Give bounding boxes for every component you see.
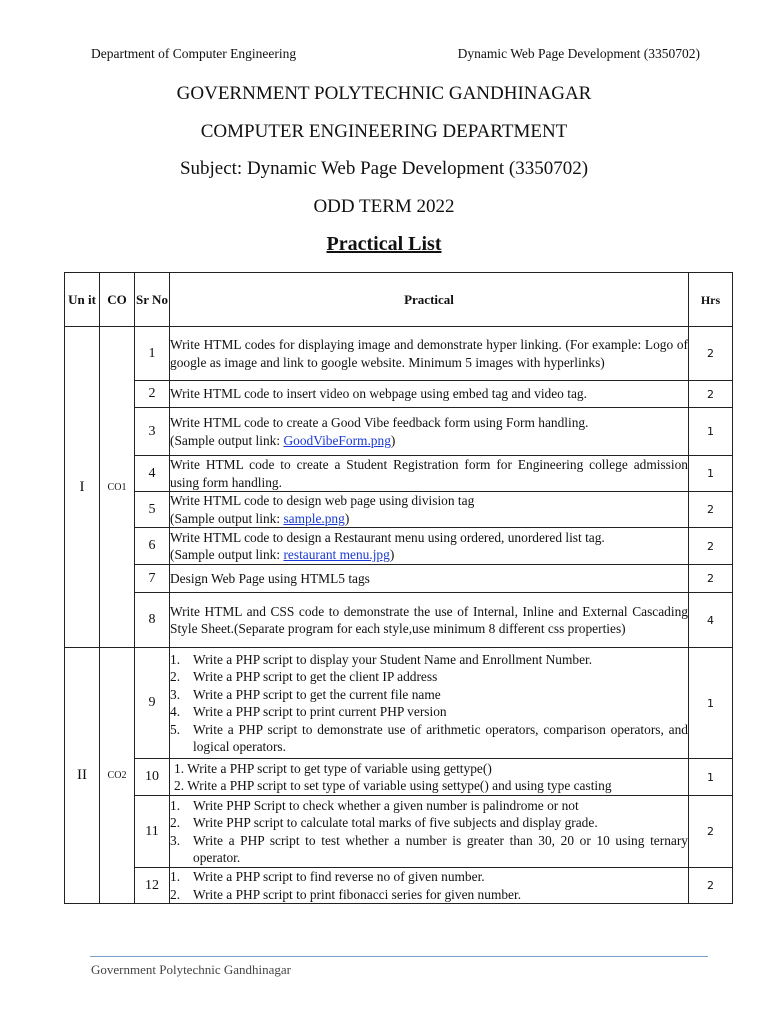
practical-cell: Write HTML code to insert video on webpage using embed tag and video tag. [170,381,689,408]
sr-cell: 6 [135,528,170,565]
practical-cell: Design Web Page using HTML5 tags [170,565,689,593]
item-text: Write a PHP script to get the current file name [193,686,441,702]
header-co: CO [100,273,135,327]
sample-output-line [170,510,688,528]
table-row [65,868,733,904]
practical-text: Write HTML code to create a Good Vibe feedback form using Form handling. [170,415,589,430]
item-text: Write a PHP script to test whether a number is greater than 30, 20 or 10 using ternary operator. [193,832,688,865]
sr-cell: 10 [135,759,170,796]
practical-cell [170,796,689,868]
table-row [65,528,733,565]
practical-text: Write HTML code to design web page using division tag [170,493,475,508]
practical-item-list [170,797,688,867]
item-text: Write a PHP script to display your Student Name and Enrollment Number. [193,651,593,667]
item-text: Write a PHP script to print current PHP version [193,704,447,719]
table-row [65,456,733,492]
footer-text: Government Polytechnic Gandhinagar [91,962,291,977]
item-number: 4. [170,704,181,719]
institution-title: GOVERNMENT POLYTECHNIC GANDHINAGAR [176,83,592,104]
practical-cell: Write HTML code to create a Student Registration form for Engineering college admission using form handling. [170,457,688,490]
list-item [170,721,688,756]
item-text: Write a PHP script to print fibonacci series for given number. [193,886,522,902]
hrs-cell: 2 [689,868,733,904]
sr-cell: 9 [135,648,170,759]
item-number: 2. [170,669,181,684]
table-header-row [65,273,733,327]
sample-prefix: (Sample output link: [170,547,284,562]
sr-cell: 1 [135,327,170,381]
practical-line: 1. Write a PHP script to get type of variable using gettype() [174,760,492,776]
sr-cell: 4 [135,456,170,492]
item-number: 1. [170,869,181,884]
table-row [65,381,733,408]
running-header-department: Department of Computer Engineering [91,46,297,61]
list-item [170,703,688,721]
hrs-cell: 4 [689,593,733,648]
hrs-cell: 2 [689,381,733,408]
hrs-cell: 1 [689,408,733,456]
item-number: 1. [170,651,181,667]
sample-suffix: ) [390,432,396,448]
list-item [170,686,688,704]
sr-cell: 7 [135,565,170,593]
item-text: Write a PHP script to find reverse no of given number. [193,869,485,884]
practical-cell: Write HTML and CSS code to demonstrate the use of Internal, Inline and External Cascading Style Sheet.(Separate program for each style,use minimum 8 different css properties) [170,593,689,648]
sr-cell: 11 [135,796,170,868]
table-row [65,327,733,381]
sr-cell: 12 [135,868,170,904]
table-row [65,593,733,648]
sample-output-link[interactable]: sample.png [283,510,345,526]
table-row [65,408,733,456]
sample-suffix: ) [344,510,350,526]
item-number: 2. [170,886,181,902]
running-header-subject: Dynamic Web Page Development (3350702) [457,46,700,61]
sample-suffix: ) [389,547,395,562]
department-title: COMPUTER ENGINEERING DEPARTMENT [200,120,568,142]
practical-cell [170,528,689,565]
sample-prefix: (Sample output link: [170,510,284,526]
sample-output-line [170,546,688,564]
practical-cell [170,648,689,759]
item-number: 1. [170,797,181,813]
sr-cell: 8 [135,593,170,648]
practical-table [64,272,733,904]
table-row [65,565,733,593]
practical-cell [170,492,689,528]
practical-item-list [170,868,688,903]
practical-cell [170,868,689,904]
sr-cell: 2 [135,381,170,408]
table-row [65,759,733,796]
list-item [170,886,688,904]
header-hrs: Hrs [689,273,733,327]
item-number: 3. [170,832,181,848]
list-item [170,868,688,886]
footer-divider [90,956,708,957]
subject-title: Subject: Dynamic Web Page Development (3350702) [179,158,589,179]
list-item [170,797,688,815]
list-item [170,651,688,669]
hrs-cell: 2 [689,492,733,528]
item-text: Write PHP Script to check whether a given number is palindrome or not [193,797,579,813]
practical-item-list [170,651,688,756]
unit-cell: II [65,648,100,904]
term-title: ODD TERM 2022 [313,195,455,217]
hrs-cell: 2 [689,796,733,868]
practical-text: Write HTML code to design a Restaurant menu using ordered, unordered list tag. [170,529,605,545]
hrs-cell: 1 [689,759,733,796]
item-number: 3. [170,686,181,702]
sample-output-link[interactable]: restaurant menu.jpg [283,547,390,562]
practical-cell [170,408,689,456]
sample-output-link[interactable]: GoodVibeForm.png [283,432,391,448]
list-item [170,832,688,867]
sr-cell: 5 [135,492,170,528]
header-sr-no: Sr No [135,273,170,327]
hrs-cell: 2 [689,528,733,565]
practical-list-heading: Practical List [326,233,442,255]
hrs-cell: 1 [689,456,733,492]
sr-cell: 3 [135,408,170,456]
item-number: 5. [170,721,181,737]
header-unit: Un it [65,273,100,327]
practical-line: 2. Write a PHP script to set type of variable using settype() and using type casting [174,778,612,793]
sample-output-line [170,432,688,450]
practical-cell: Write HTML codes for displaying image and demonstrate hyper linking. (For example: Logo of google as image and link to google website. Minimum 5 images with hyperlinks) [170,327,689,381]
sample-prefix: (Sample output link: [170,432,284,448]
item-text: Write a PHP script to demonstrate use of arithmetic operators, comparison operators, and logical operators. [193,721,688,754]
table-row [65,648,733,759]
table-row [65,796,733,868]
list-item [170,668,688,686]
hrs-cell: 2 [689,565,733,593]
co-cell: CO2 [100,648,135,904]
item-text: Write a PHP script to get the client IP address [193,669,438,684]
unit-cell: I [65,327,100,648]
item-number: 2. [170,815,181,830]
item-text: Write PHP script to calculate total marks of five subjects and display grade. [193,815,598,830]
title-block [0,84,768,254]
table-row [65,492,733,528]
co-cell: CO1 [100,327,135,648]
header-practical: Practical [170,273,689,327]
practical-cell [170,759,689,796]
hrs-cell: 1 [689,648,733,759]
list-item [170,814,688,832]
hrs-cell: 2 [689,327,733,381]
